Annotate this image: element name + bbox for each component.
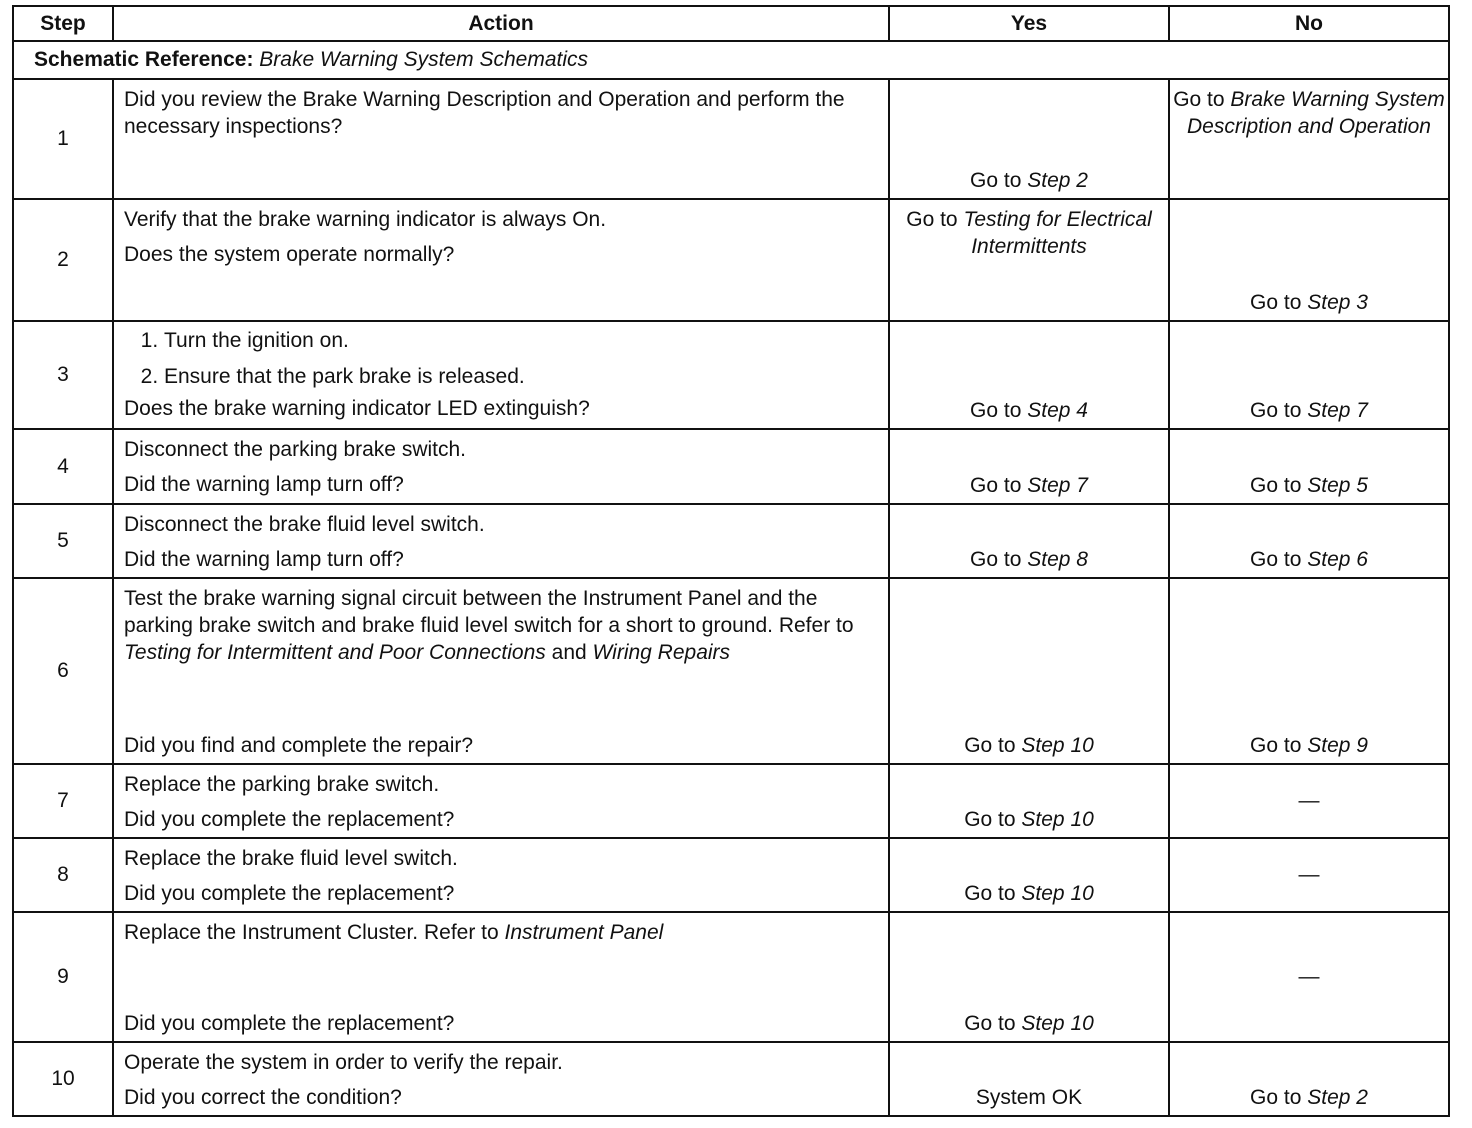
no-cell [1169,321,1449,429]
action-cell [113,199,889,321]
no-link[interactable]: Step 9 [1307,734,1368,757]
step-number: 3 [13,321,113,429]
table-row [13,1042,1449,1116]
diagnostic-table [12,5,1450,1117]
step-number: 10 [13,1042,113,1116]
action-cell [113,912,889,1042]
yes-link[interactable]: Step 10 [1021,882,1094,905]
goto-label: Go to [964,1012,1016,1035]
yes-cell: System OK [889,1042,1169,1116]
reference-link[interactable]: Instrument Panel [504,921,664,944]
yes-cell [889,429,1169,504]
step-number: 2 [13,199,113,321]
step-number: 4 [13,429,113,504]
goto-label: Go to [1250,474,1302,497]
no-cell-empty: — [1169,764,1449,838]
action-text: Replace the brake fluid level switch. [124,847,458,870]
no-cell-empty: — [1169,838,1449,912]
goto-label: Go to [964,808,1016,831]
goto-label: Go to [970,474,1022,497]
action-cell [113,578,889,764]
no-link[interactable]: Step 5 [1307,474,1368,497]
action-text: Operate the system in order to verify the repair. [124,1051,563,1074]
action-text: Verify that the brake warning indicator is always On. [124,208,607,231]
action-question: Did you complete the replacement? [124,1012,455,1035]
table-row [13,504,1449,578]
no-cell [1169,578,1449,764]
goto-label: Go to [970,399,1022,422]
goto-label: Go to [964,882,1016,905]
step-number: 8 [13,838,113,912]
schematic-reference [13,41,1449,79]
goto-label: Go to [906,208,958,231]
yes-cell [889,912,1169,1042]
action-text: Disconnect the parking brake switch. [124,438,466,461]
no-link[interactable]: Brake Warning System Description and Operation [1187,88,1445,138]
action-question: Does the system operate normally? [124,243,455,266]
action-text: Did you review the Brake Warning Description and Operation and perform the necessary inspections? [124,88,845,138]
action-text: Replace the parking brake switch. [124,773,440,796]
action-question: Did the warning lamp turn off? [124,548,404,571]
action-cell [113,764,889,838]
goto-label: Go to [1250,1086,1302,1109]
table-row [13,912,1449,1042]
no-link[interactable]: Step 2 [1307,1086,1368,1109]
goto-label: Go to [1173,88,1225,111]
goto-label: Go to [1250,399,1302,422]
action-text [124,919,878,946]
schematic-link[interactable]: Brake Warning System Schematics [259,48,589,71]
header-step: Step [13,6,113,41]
yes-link[interactable]: Testing for Electrical Intermittents [963,208,1152,258]
table-row [13,764,1449,838]
list-item: 1. Turn the ignition on. [164,323,878,359]
yes-cell [889,199,1169,321]
yes-link[interactable]: Step 7 [1027,474,1088,497]
table-row [13,578,1449,764]
goto-label: Go to [1250,548,1302,571]
goto-label: Go to [970,548,1022,571]
schematic-row [13,41,1449,79]
yes-cell [889,504,1169,578]
yes-cell [889,321,1169,429]
no-link[interactable]: Step 3 [1307,291,1368,314]
table-row [13,199,1449,321]
no-link[interactable]: Step 7 [1307,399,1368,422]
no-cell [1169,504,1449,578]
no-cell [1169,199,1449,321]
header-row [13,6,1449,41]
header-yes: Yes [889,6,1169,41]
yes-link[interactable]: Step 2 [1027,169,1088,192]
action-cell [113,79,889,199]
action-text-body: Test the brake warning signal circuit between the Instrument Panel and the parking brake switch and brake fluid level switch for a short to ground. Refer to [124,587,854,637]
header-action: Action [113,6,889,41]
reference-link[interactable]: Wiring Repairs [592,641,731,664]
step-number: 5 [13,504,113,578]
table-row [13,429,1449,504]
action-cell [113,504,889,578]
yes-link[interactable]: Step 10 [1021,808,1094,831]
table-row [13,838,1449,912]
action-text [124,585,878,666]
action-cell [113,1042,889,1116]
action-question: Did you complete the replacement? [124,882,455,905]
step-number: 1 [13,79,113,199]
reference-link[interactable]: Testing for Intermittent and Poor Connections [124,641,546,664]
step-number: 6 [13,578,113,764]
action-question: Did you find and complete the repair? [124,734,474,757]
action-steps-list [124,323,878,395]
table-row [13,79,1449,199]
yes-link[interactable]: Step 8 [1027,548,1088,571]
list-item: 2. Ensure that the park brake is released. [164,359,878,395]
no-cell [1169,429,1449,504]
yes-cell [889,764,1169,838]
yes-link[interactable]: Step 4 [1027,399,1088,422]
yes-cell [889,838,1169,912]
yes-link[interactable]: Step 10 [1021,1012,1094,1035]
goto-label: Go to [1250,734,1302,757]
no-cell-empty: — [1169,912,1449,1042]
goto-label: Go to [970,169,1022,192]
table-row [13,321,1449,429]
action-question: Did you complete the replacement? [124,808,455,831]
no-cell [1169,1042,1449,1116]
yes-link[interactable]: Step 10 [1021,734,1094,757]
schematic-label: Schematic Reference: [34,48,254,71]
step-number: 9 [13,912,113,1042]
conjunction: and [551,641,587,664]
action-question: Did you correct the condition? [124,1086,402,1109]
no-link[interactable]: Step 6 [1307,548,1368,571]
action-cell [113,321,889,429]
yes-cell [889,79,1169,199]
step-number: 7 [13,764,113,838]
action-question: Did the warning lamp turn off? [124,473,404,496]
action-text-body: Replace the Instrument Cluster. Refer to [124,921,499,944]
header-no: No [1169,6,1449,41]
goto-label: Go to [964,734,1016,757]
yes-cell [889,578,1169,764]
action-text: Disconnect the brake fluid level switch. [124,513,485,536]
action-question: Does the brake warning indicator LED extinguish? [124,397,590,420]
action-cell [113,838,889,912]
no-cell [1169,79,1449,199]
action-cell [113,429,889,504]
goto-label: Go to [1250,291,1302,314]
